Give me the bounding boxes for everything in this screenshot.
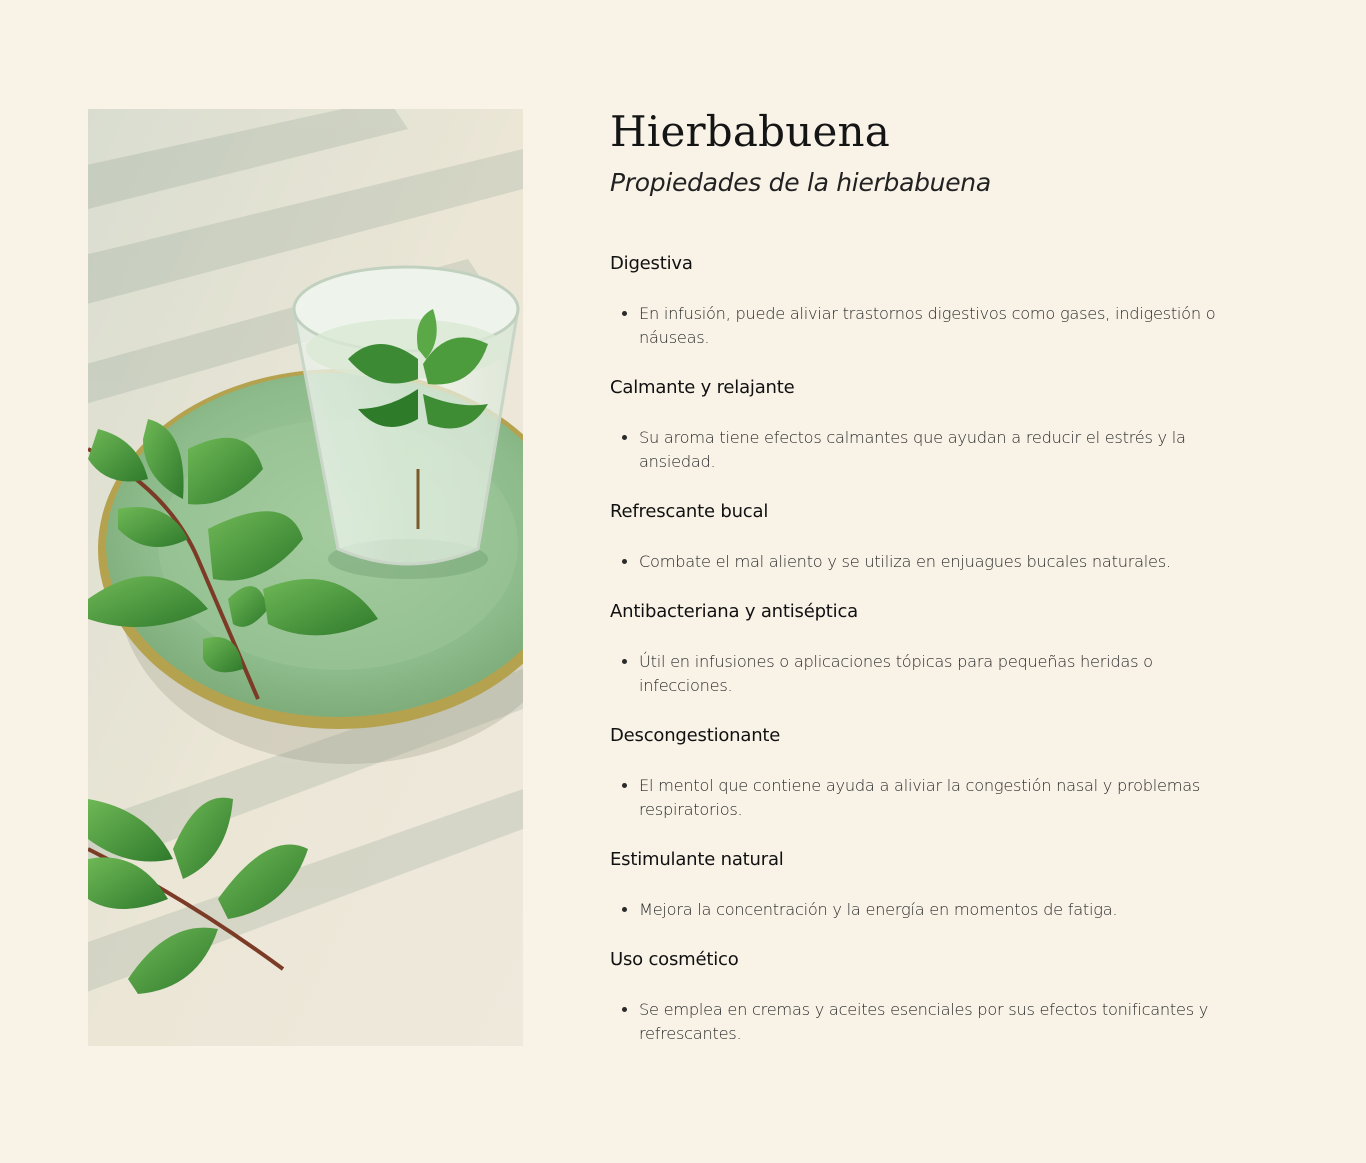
section-digestiva xyxy=(610,252,1250,350)
section-estimulante xyxy=(610,848,1250,922)
list-item: • Combate el mal aliento y se utiliza en enjuagues bucales naturales. xyxy=(639,550,1250,574)
section-heading: Refrescante bucal xyxy=(610,501,769,522)
list-item: • Se emplea en cremas y aceites esenciales por sus efectos tonificantes y refrescantes. xyxy=(639,998,1250,1046)
bullet-list xyxy=(610,302,1250,350)
content-panel xyxy=(610,104,1250,1046)
list-item: • El mentol que contiene ayuda a aliviar la congestión nasal y problemas respiratorios. xyxy=(639,774,1250,822)
page-title: Hierbabuena xyxy=(610,107,890,156)
section-heading: Estimulante natural xyxy=(610,849,784,870)
list-item: • En infusión, puede aliviar trastornos digestivos como gases, indigestión o náuseas. xyxy=(639,302,1250,350)
mint-photo-illustration xyxy=(88,109,523,1046)
bullet-list xyxy=(610,426,1250,474)
bullet-list xyxy=(610,898,1250,922)
list-item: • Su aroma tiene efectos calmantes que ayudan a reducir el estrés y la ansiedad. xyxy=(639,426,1250,474)
page-subtitle: Propiedades de la hierbabuena xyxy=(610,168,991,197)
bullet-list xyxy=(610,550,1250,574)
properties-list xyxy=(610,252,1250,1046)
bullet-list xyxy=(610,998,1250,1046)
section-heading: Antibacteriana y antiséptica xyxy=(610,601,858,622)
section-descongestionante xyxy=(610,724,1250,822)
bullet-list xyxy=(610,650,1250,698)
section-calmante xyxy=(610,376,1250,474)
list-item: • Útil en infusiones o aplicaciones tópicas para pequeñas heridas o infecciones. xyxy=(639,650,1250,698)
section-heading: Calmante y relajante xyxy=(610,377,795,398)
list-item: • Mejora la concentración y la energía en momentos de fatiga. xyxy=(639,898,1250,922)
section-heading: Uso cosmético xyxy=(610,949,739,970)
section-heading: Descongestionante xyxy=(610,725,781,746)
section-antibacteriana xyxy=(610,600,1250,698)
section-cosmetico xyxy=(610,948,1250,1046)
section-refrescante xyxy=(610,500,1250,574)
mint-photo xyxy=(88,109,523,1046)
section-heading: Digestiva xyxy=(610,253,693,274)
bullet-list xyxy=(610,774,1250,822)
